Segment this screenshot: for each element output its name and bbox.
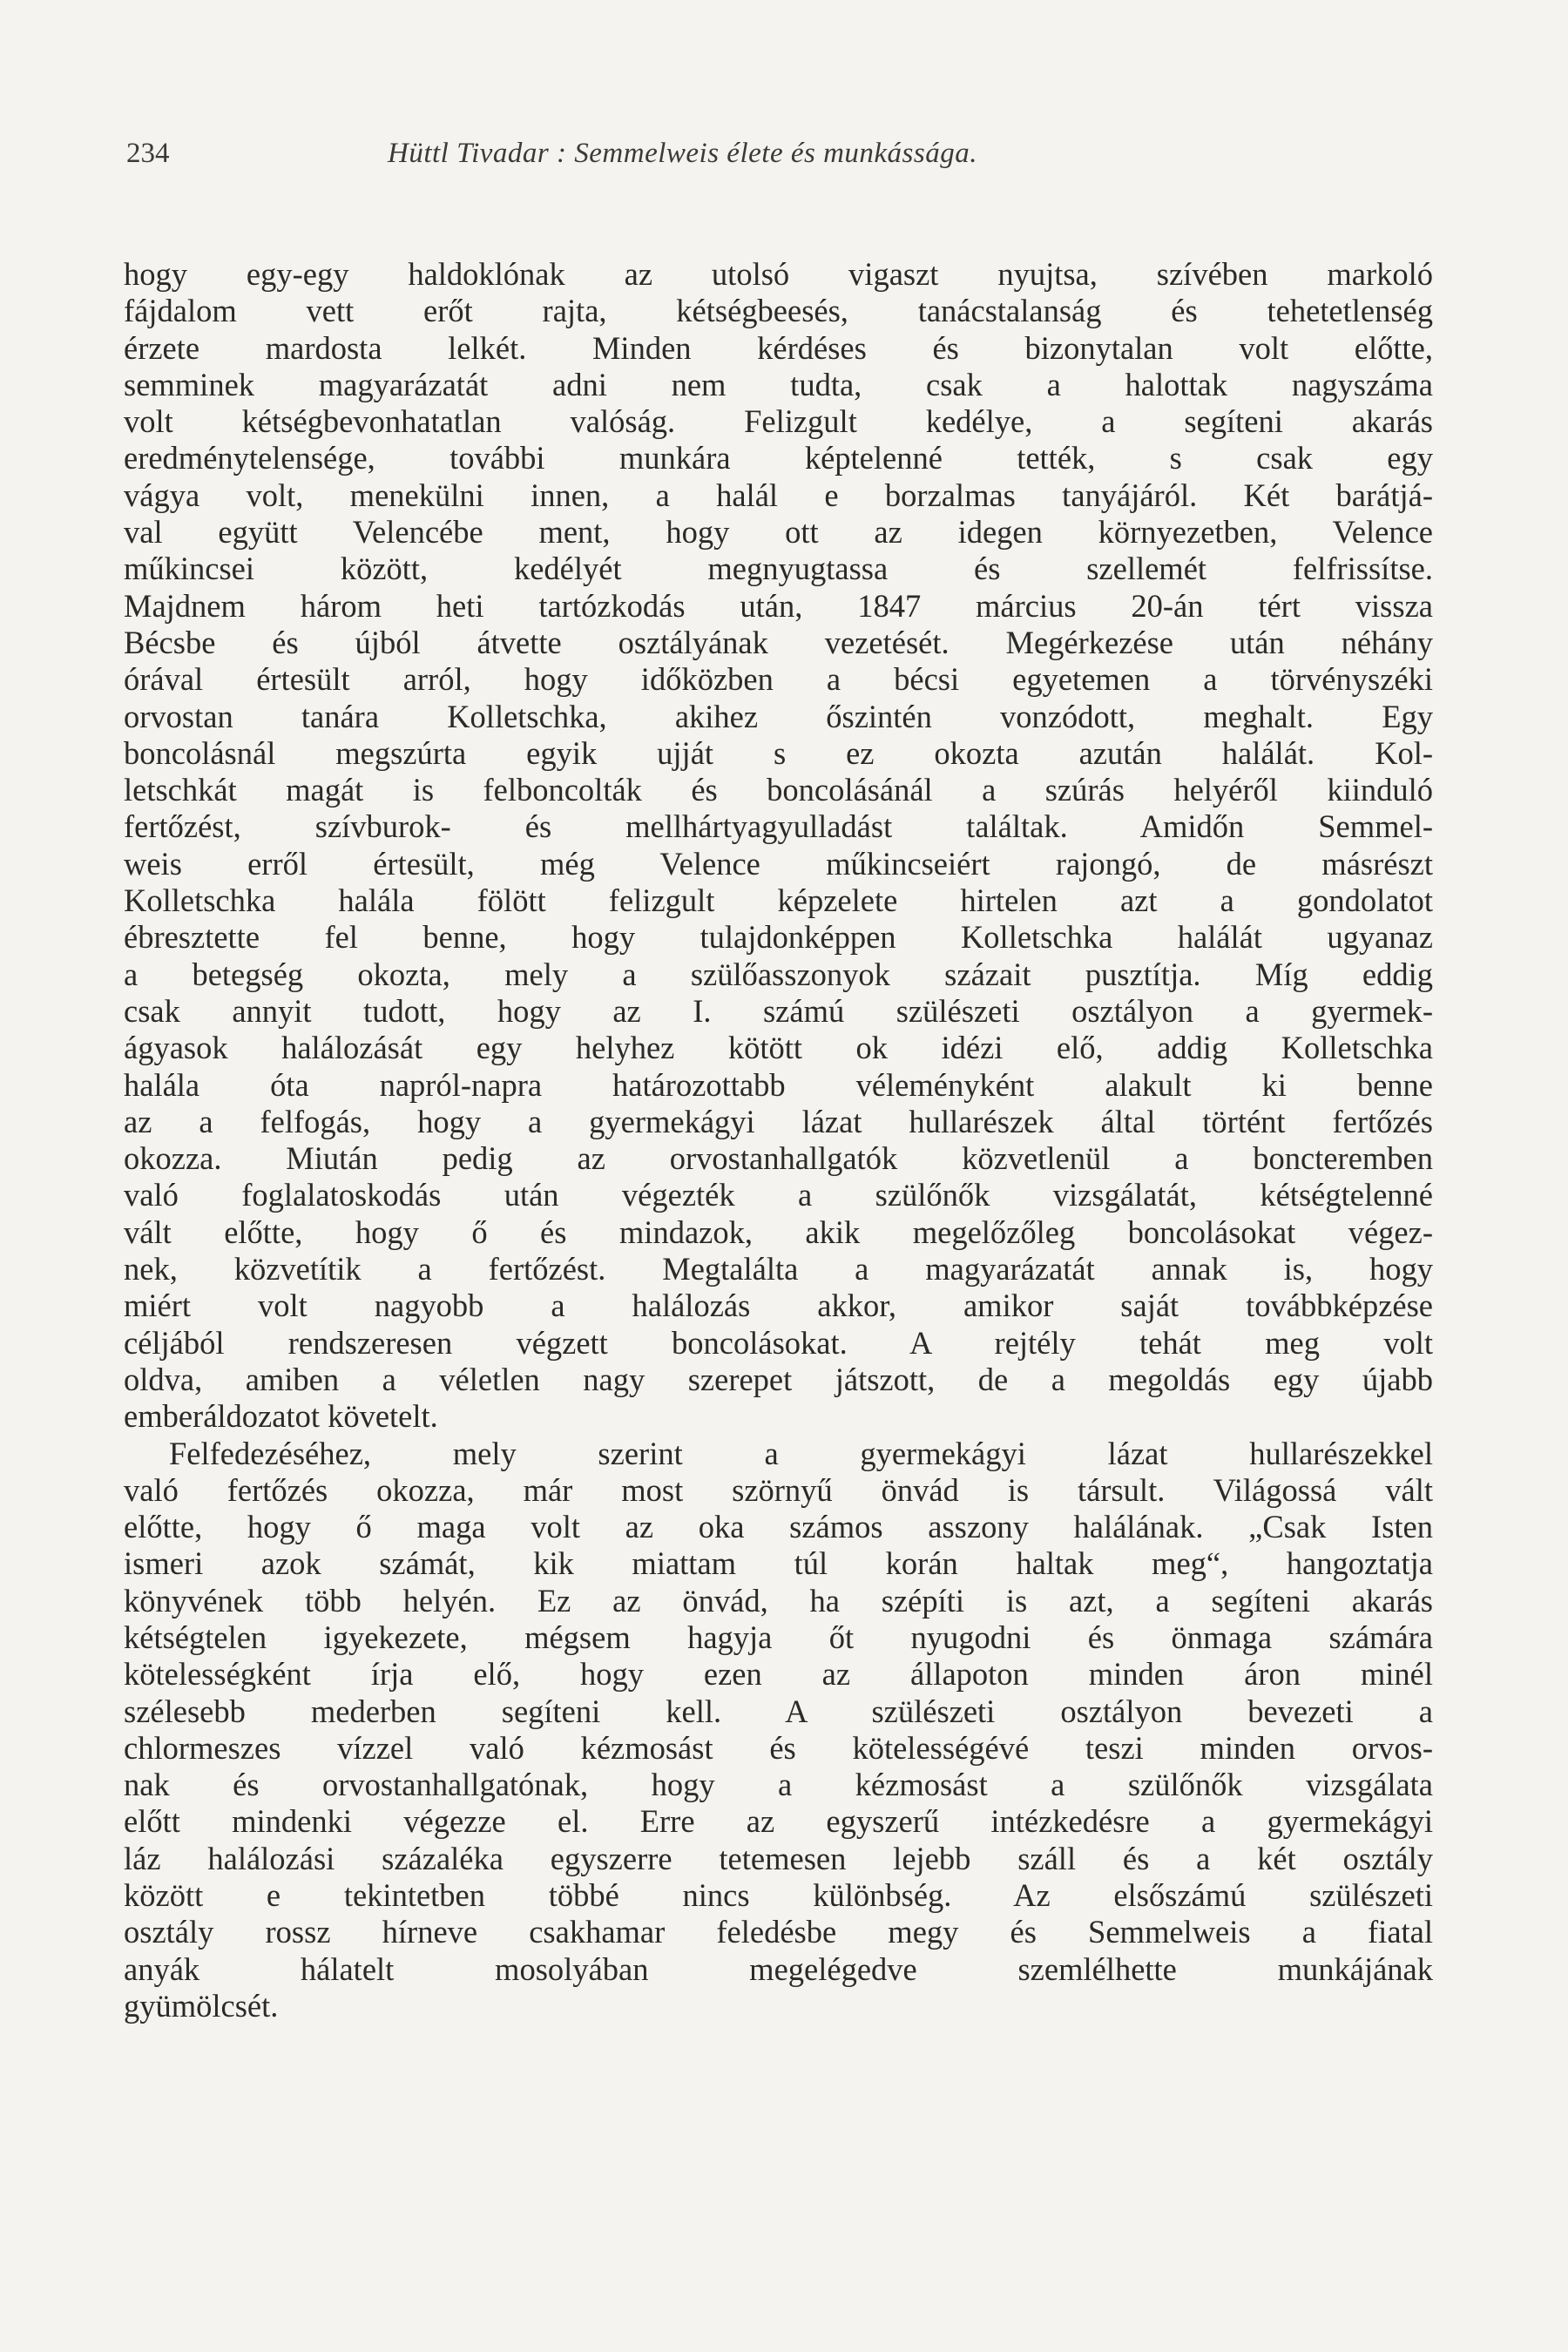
text-line: ébresztette fel benne, hogy tulajdonképpen Kolletschka halálát ugyanaz [124,919,1433,956]
text-line: ágyasok halálozását egy helyhez kötött ok idézi elő, addig Kolletschka [124,1030,1433,1066]
text-line: ismeri azok számát, kik miattam túl korán haltak meg“, hangoztatja [124,1545,1433,1582]
text-line: a betegség okozta, mely a szülőasszonyok százait pusztítja. Míg eddig [124,956,1433,992]
text-line: fertőzést, szívburok- és mellhártyagyulladást találtak. Amidőn Semmel- [124,808,1433,845]
text-line: Kolletschka halála fölött felizgult képzelete hirtelen azt a gondolatot [124,882,1433,919]
text-line: anyák hálatelt mosolyában megelégedve szemlélhette munkájának [124,1950,1433,1987]
text-line: érzete mardosta lelkét. Minden kérdéses és bizonytalan volt előtte, [124,329,1433,366]
text-line: semminek magyarázatát adni nem tudta, csak a halottak nagyszáma [124,366,1433,402]
text-line: műkincsei között, kedélyét megnyugtassa és szellemét felfrissítse. [124,551,1433,587]
paragraph [124,1436,1433,2025]
text-line: val együtt Velencébe ment, hogy ott az idegen környezetben, Velence [124,514,1433,551]
text-line: órával értesült arról, hogy időközben a bécsi egyetemen a törvényszéki [124,661,1433,698]
text-line: osztály rossz hírneve csakhamar feledésbe megy és Semmelweis a fiatal [124,1914,1433,1950]
running-title: Hüttl Tivadar : Semmelweis élete és munkássága. [388,138,977,169]
text-line: vált előtte, hogy ő és mindazok, akik megelőzőleg boncolásokat végez- [124,1213,1433,1250]
text-line: oldva, amiben a véletlen nagy szerepet játszott, de a megoldás egy újabb [124,1361,1433,1397]
text-line: előtt mindenki végezze el. Erre az egyszerű intézkedésre a gyermekágyi [124,1803,1433,1840]
text-line: között e tekintetben többé nincs különbség. Az elsőszámú szülészeti [124,1877,1433,1914]
text-line: gyümölcsét. [124,1987,279,2024]
text-line: letschkát magát is felboncolták és boncolásánál a szúrás helyéről kiinduló [124,772,1433,808]
text-line: weis erről értesült, még Velence műkincseiért rajongó, de másrészt [124,845,1433,882]
body-text [124,256,1433,2024]
text-line: chlormeszes vízzel való kézmosást és kötelességévé teszi minden orvos- [124,1729,1433,1766]
text-line: volt kétségbevonhatatlan valóság. Felizgult kedélye, a segíteni akarás [124,403,1433,440]
text-line: orvostan tanára Kolletschka, akihez őszintén vonzódott, meghalt. Egy [124,698,1433,734]
text-line: való foglalatoskodás után végezték a szülőnők vizsgálatát, kétségtelenné [124,1177,1433,1213]
text-line: nak és orvostanhallgatónak, hogy a kézmosást a szülőnők vizsgálata [124,1767,1433,1803]
text-line: vágya volt, menekülni innen, a halál e borzalmas tanyájáról. Két barátjá- [124,476,1433,513]
text-line: boncolásnál megszúrta egyik ujját s ez okozta azután halálát. Kol- [124,734,1433,771]
text-line: miért volt nagyobb a halálozás akkor, amikor saját továbbképzése [124,1288,1433,1324]
text-line: való fertőzés okozza, már most szörnyű önvád is társult. Világossá vált [124,1471,1433,1508]
text-line: az a felfogás, hogy a gyermekágyi lázat hullarészek által történt fertőzés [124,1103,1433,1139]
page-header [126,138,1442,181]
page-number: 234 [126,138,170,169]
paragraph-container [124,256,1433,2024]
text-line: szélesebb mederben segíteni kell. A szülészeti osztályon bevezeti a [124,1693,1433,1729]
text-line: nek, közvetítik a fertőzést. Megtalálta a magyarázatát annak is, hogy [124,1251,1433,1288]
text-line: céljából rendszeresen végzett boncolásokat. A rejtély tehát meg volt [124,1324,1433,1361]
text-line: Bécsbe és újból átvette osztályának vezetését. Megérkezése után néhány [124,624,1433,660]
text-line: könyvének több helyén. Ez az önvád, ha szépíti is azt, a segíteni akarás [124,1582,1433,1619]
text-line: halála óta napról-napra határozottabb véleményként alakult ki benne [124,1066,1433,1103]
text-line: emberáldozatot követelt. [124,1398,438,1435]
text-line: kötelességként írja elő, hogy ezen az állapoton minden áron minél [124,1656,1433,1693]
text-line: fájdalom vett erőt rajta, kétségbeesés, tanácstalanság és tehetetlenség [124,293,1433,329]
text-line: kétségtelen igyekezete, mégsem hagyja őt nyugodni és önmaga számára [124,1619,1433,1655]
text-line: okozza. Miután pedig az orvostanhallgatók közvetlenül a boncteremben [124,1140,1433,1177]
text-line: hogy egy-egy haldoklónak az utolsó vigaszt nyujtsa, szívében markoló [124,256,1433,292]
text-line: Felfedezéséhez, mely szerint a gyermekágyi lázat hullarészekkel [169,1435,1433,1471]
text-line: eredménytelensége, további munkára képtelenné tették, s csak egy [124,440,1433,476]
text-line: előtte, hogy ő maga volt az oka számos asszony halálának. „Csak Isten [124,1509,1433,1545]
text-line: láz halálozási százaléka egyszerre tetemesen lejebb száll és a két osztály [124,1840,1433,1876]
text-line: csak annyit tudott, hogy az I. számú szülészeti osztályon a gyermek- [124,992,1433,1029]
paragraph [124,256,1433,1436]
text-line: Majdnem három heti tartózkodás után, 1847 március 20-án tért vissza [124,587,1433,624]
